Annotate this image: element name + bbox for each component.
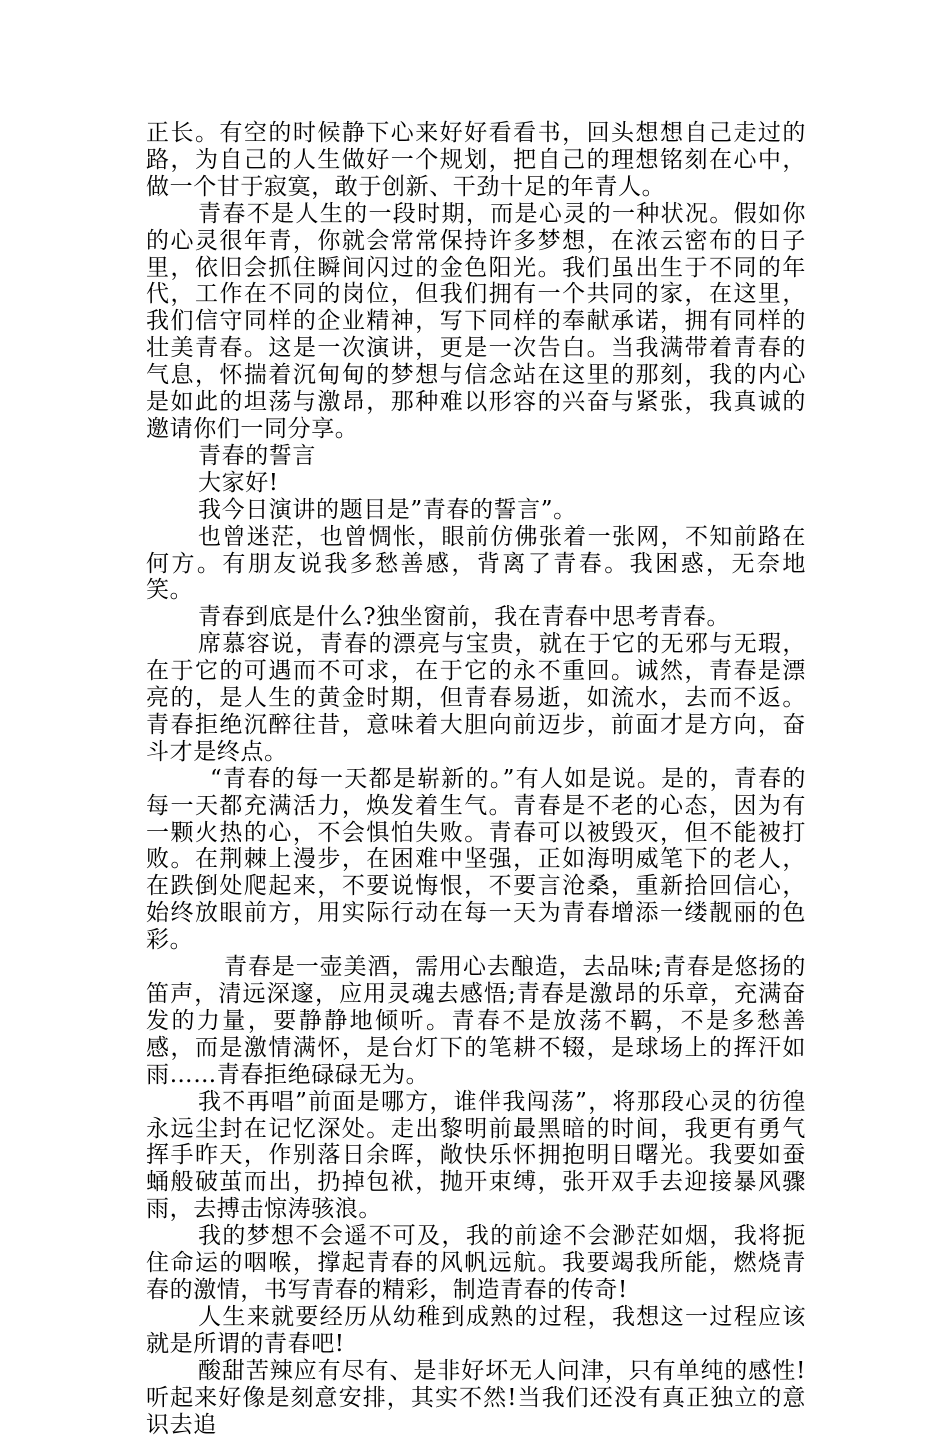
paragraph-1: 正长。有空的时候静下心来好好看看书，回头想想自己走过的路，为自己的人生做好一个规划，把自己的理想铭刻在心中，做一个甘于寂寞，敢于创新、干劲十足的年青人。 bbox=[146, 120, 806, 200]
document-body bbox=[146, 120, 806, 1438]
speech-title: 青春的誓言 bbox=[198, 442, 316, 469]
paragraph-dream: 我的梦想不会遥不可及，我的前途不会渺茫如烟，我将扼住命运的咽喉，撑起青春的风帆远航。我要竭我所能，燃烧青春的激情，书写青春的精彩，制造青春的传奇! bbox=[146, 1223, 806, 1303]
paragraph-2: 青春不是人生的一段时期，而是心灵的一种状况。假如你的心灵很年青，你就会常常保持许多梦想，在浓云密布的日子里，依旧会抓住瞬间闪过的金色阳光。我们虽出生于不同的年代，工作在不同的岗位，但我们拥有一个共同的家，在这里，我们信守同样的企业精神，写下同样的奉献承诺，拥有同样的壮美青春。这是一次演讲，更是一次告白。当我满带着青春的气息，怀揣着沉甸甸的梦想与信念站在这里的那刻，我的内心是如此的坦荡与激昂，那种难以形容的兴奋与紧张，我真诚的邀请你们一同分享。 bbox=[146, 200, 806, 442]
paragraph-xi-murong: 席慕容说，青春的漂亮与宝贵，就在于它的无邪与无瑕，在于它的可遇而不可求，在于它的永不重回。诚然，青春是漂亮的，是人生的黄金时期，但青春易逝，如流水，去而不返。青春拒绝沉醉往昔，意味着大胆向前迈步，前面才是方向，奋斗才是终点。 bbox=[146, 631, 806, 765]
paragraph-confusion: 也曾迷茫，也曾惆怅，眼前仿佛张着一张网，不知前路在何方。有朋友说我多愁善感，背离了青春。我困惑，无奈地笑。 bbox=[146, 523, 806, 604]
paragraph-topic: 我今日演讲的题目是”青春的誓言”。 bbox=[198, 496, 577, 523]
paragraph-wine: 青春是一壶美酒，需用心去酿造，去品味;青春是悠扬的笛声，清远深邃，应用灵魂去感悟;青春是激昂的乐章，充满奋发的力量，要静静地倾听。青春不是放荡不羁，不是多愁善感，而是激情满怀，是台灯下的笔耕不辍，是球场上的挥汗如雨……青春拒绝碌碌无为。 bbox=[146, 954, 806, 1088]
paragraph-new-day: “青春的每一天都是崭新的。”有人如是说。是的，青春的每一天都充满活力，焕发着生气。青春是不老的心态，因为有一颗火热的心，不会惧怕失败。青春可以被毁灭，但不能被打败。在荆棘上漫步，在困难中坚强，正如海明威笔下的老人，在跌倒处爬起来，不要说悔恨，不要言沧桑，重新拾回信心，始终放眼前方，用实际行动在每一天为青春增添一缕靓丽的色彩。 bbox=[146, 765, 806, 954]
paragraph-no-longer-sing: 我不再唱”前面是哪方，谁伴我闯荡”，将那段心灵的彷徨永远尘封在记忆深处。走出黎明前最黑暗的时间，我更有勇气挥手昨天，作别落日余晖，敞快乐怀拥抱明日曙光。我要如蚕蛹般破茧而出，扔掉包袱，抛开束缚，张开双手去迎接暴风骤雨，去搏击惊涛骇浪。 bbox=[146, 1088, 806, 1223]
paragraph-growth: 人生来就要经历从幼稚到成熟的过程，我想这一过程应该就是所谓的青春吧! bbox=[146, 1303, 806, 1357]
paragraph-question: 青春到底是什么?独坐窗前，我在青春中思考青春。 bbox=[198, 604, 731, 631]
paragraph-flavors: 酸甜苦辣应有尽有、是非好坏无人问津，只有单纯的感性!听起来好像是刻意安排，其实不然!当我们还没有真正独立的意识去追 bbox=[146, 1357, 806, 1438]
greeting: 大家好! bbox=[198, 469, 279, 496]
